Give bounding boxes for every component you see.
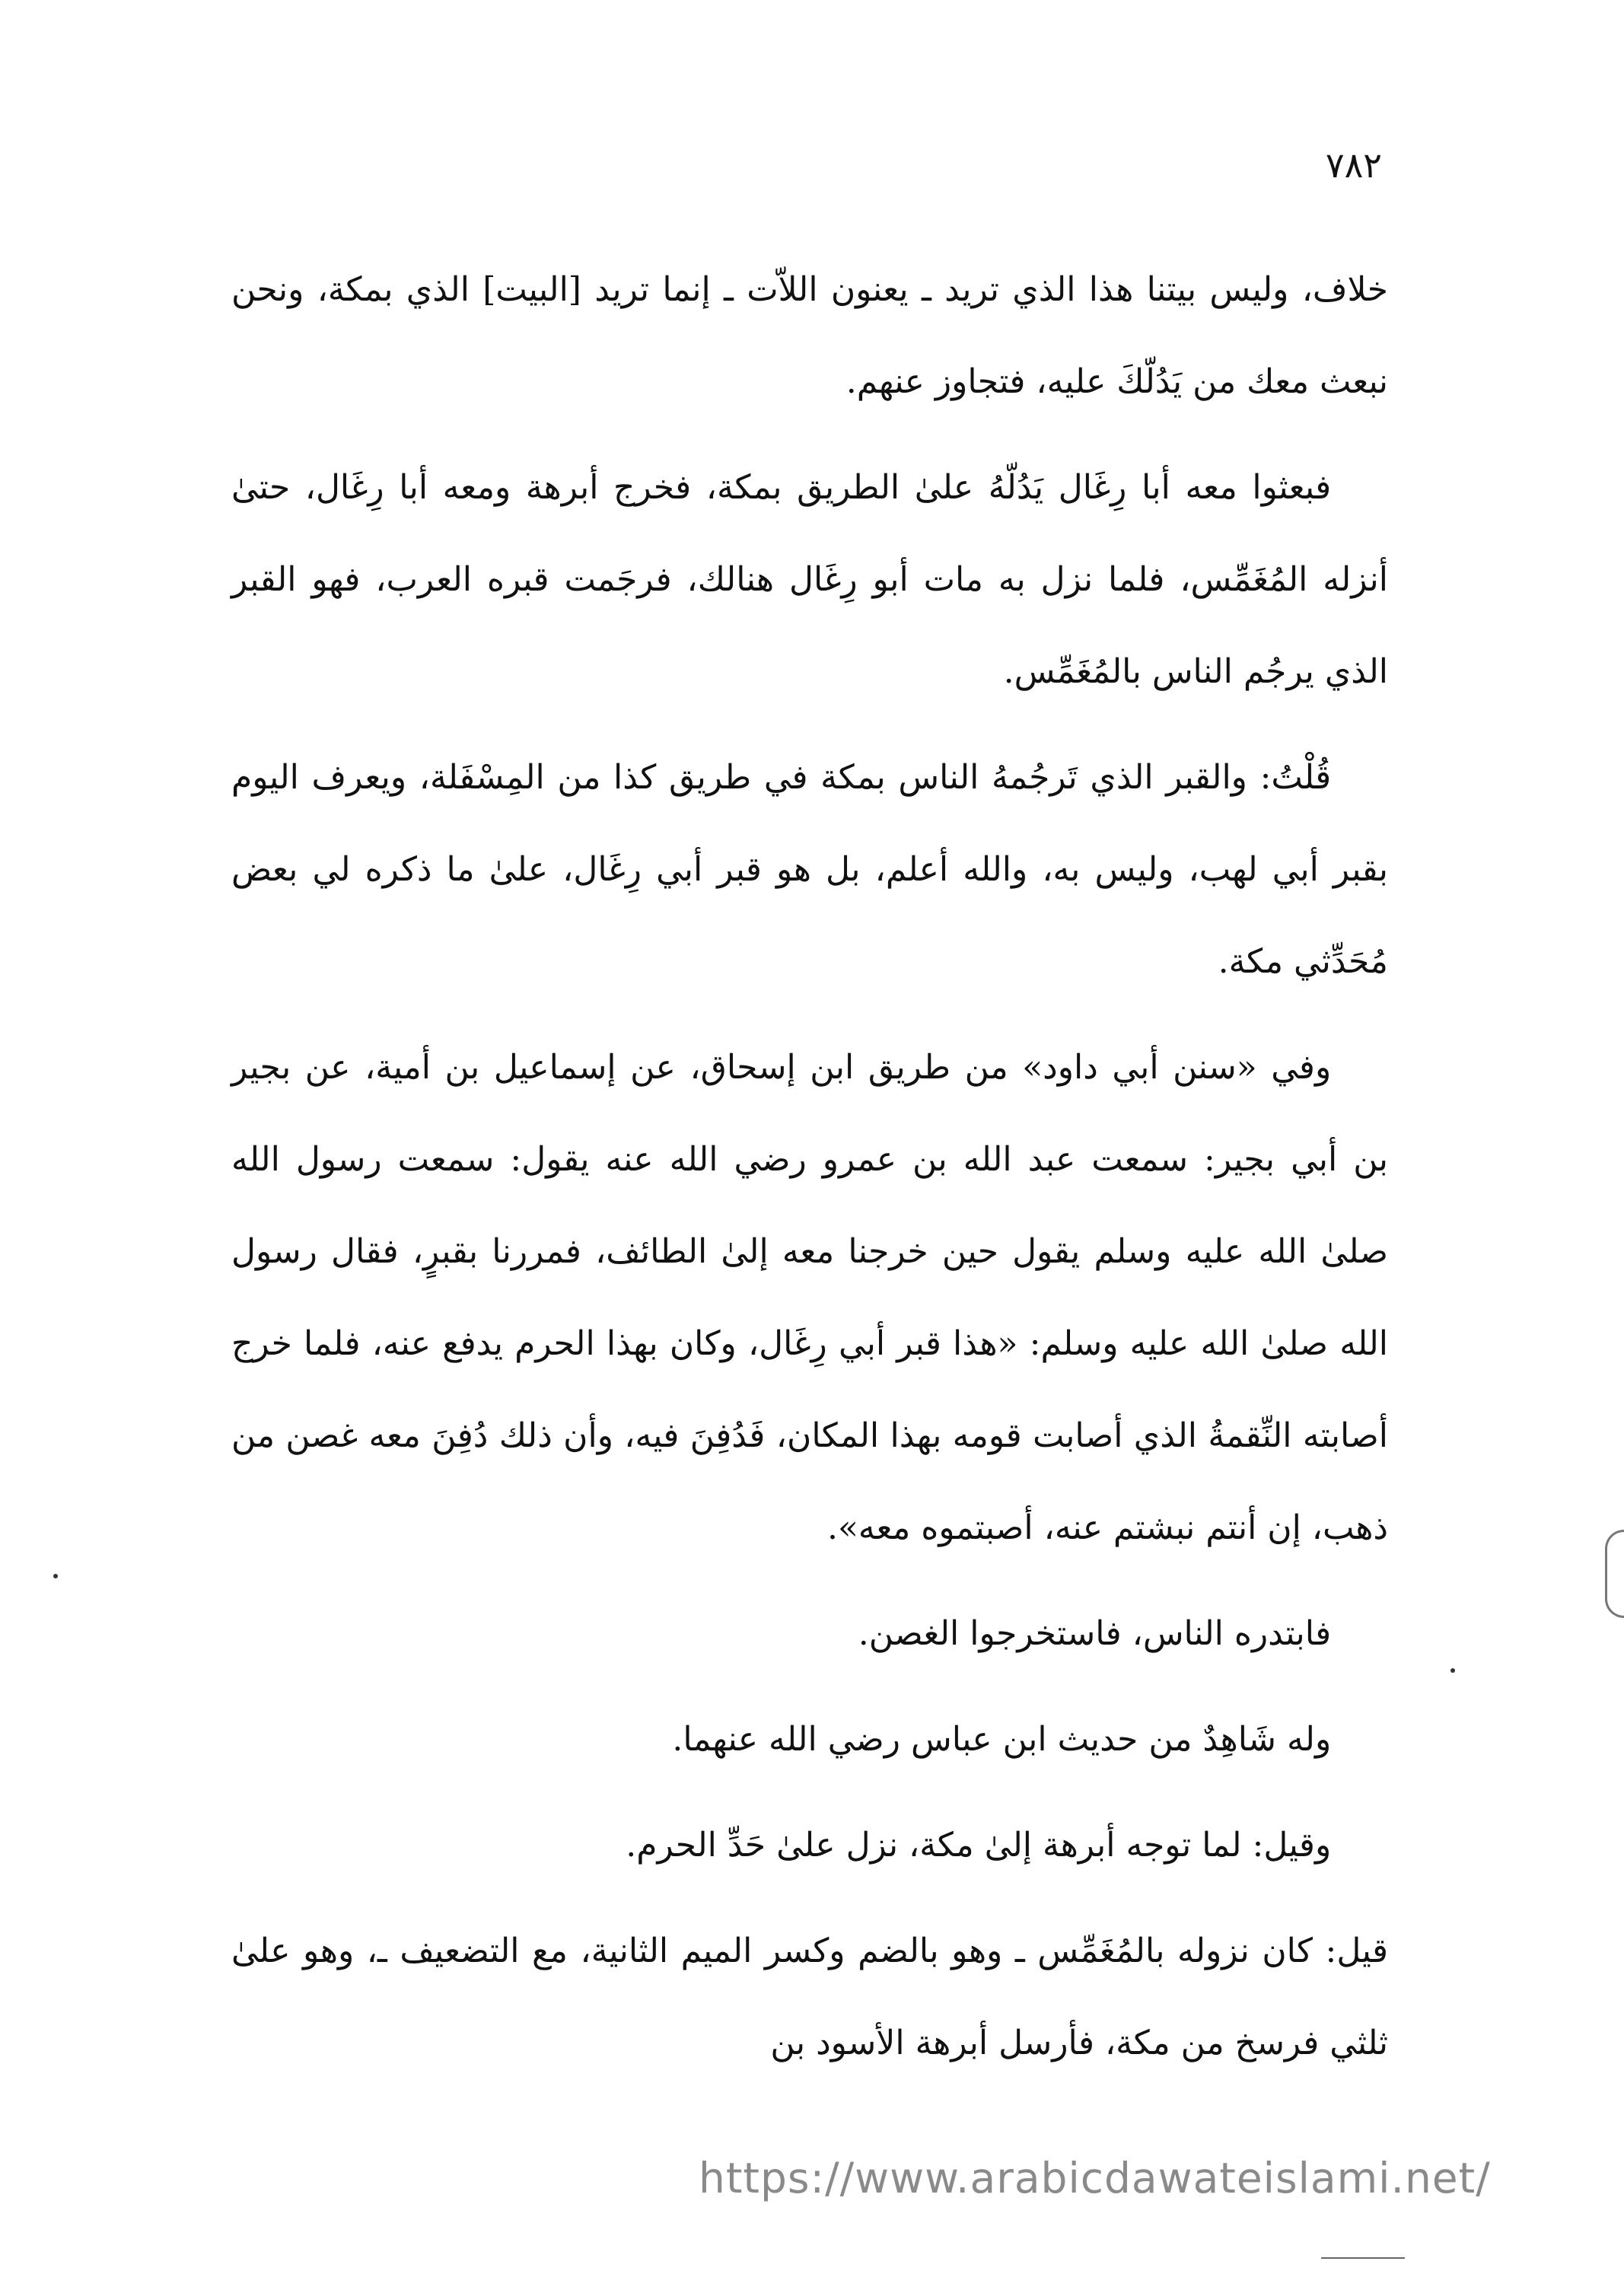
paragraph-4-hadith: وفي «سنن أبي داود» من طريق ابن إسحاق، عن إسماعيل بن أمية، عن بجير بن أبي بجير: سمعت عبد الله بن عمرو رضي الله عنه يقول: سمعت رسول الله صلىٰ الله عليه وسلم يقول حين خرجنا معه إلىٰ الطائف، فمررنا بقبرٍ، فقال رسول الله صلىٰ الله عليه وسلم: «هذا قبر أبي رِغَال، وكان بهذا الحرم يدفع عنه، فلما خرج أصابته النِّقمةُ الذي أصابت قومه بهذا المكان، فَدُفِنَ فيه، وأن ذلك دُفِنَ معه غصن من ذهب، إن أنتم نبشتم عنه، أصبتموه معه». <box>231 1048 1388 1547</box>
page-edge-mark <box>1605 1530 1624 1618</box>
paragraph-3: قُلْتُ: والقبر الذي تَرجُمهُ الناس بمكة في طريق كذا من المِسْفَلة، ويعرف اليوم بقبر أبي لهب، وليس به، والله أعلم، بل هو قبر أبي رِغَال، علىٰ ما ذكره لي بعض مُحَدِّثي مكة. <box>231 758 1388 981</box>
paragraph-5: فابتدره الناس، فاستخرجوا الغصن. <box>858 1614 1332 1653</box>
bottom-rule <box>1321 2257 1405 2259</box>
paragraph-6: وله شَاهِدٌ من حديث ابن عباس رضي الله عنهما. <box>672 1720 1332 1759</box>
main-text <box>231 244 1388 2103</box>
margin-dot <box>53 1574 58 1578</box>
watermark-url: https://www.arabicdawateislami.net/ <box>699 2154 1491 2202</box>
paragraph-8: قيل: كان نزوله بالمُغَمِّس ـ وهو بالضم وكسر الميم الثانية، مع التضعيف ـ، وهو علىٰ ثلثي فرسخ من مكة، فأرسل أبرهة الأسود بن <box>231 1932 1388 2062</box>
paragraph-2: فبعثوا معه أبا رِغَال يَدُلّهُ علىٰ الطريق بمكة، فخرج أبرهة ومعه أبا رِغَال، حتىٰ أنزله المُغَمِّس، فلما نزل به مات أبو رِغَال هنالك، فرجَمت قبره العرب، فهو القبر الذي يرجُم الناس بالمُغَمِّس. <box>231 468 1388 691</box>
page-number: ٧٨٢ <box>1325 145 1382 186</box>
paragraph-1: خلاف، وليس بيتنا هذا الذي تريد ـ يعنون اللاّت ـ إنما تريد [البيت] الذي بمكة، ونحن نبعث معك من يَدُلّكَ عليه، فتجاوز عنهم. <box>231 270 1388 401</box>
paragraph-7: وقيل: لما توجه أبرهة إلىٰ مكة، نزل علىٰ حَدِّ الحرم. <box>626 1826 1332 1865</box>
margin-dot <box>1450 1668 1455 1673</box>
